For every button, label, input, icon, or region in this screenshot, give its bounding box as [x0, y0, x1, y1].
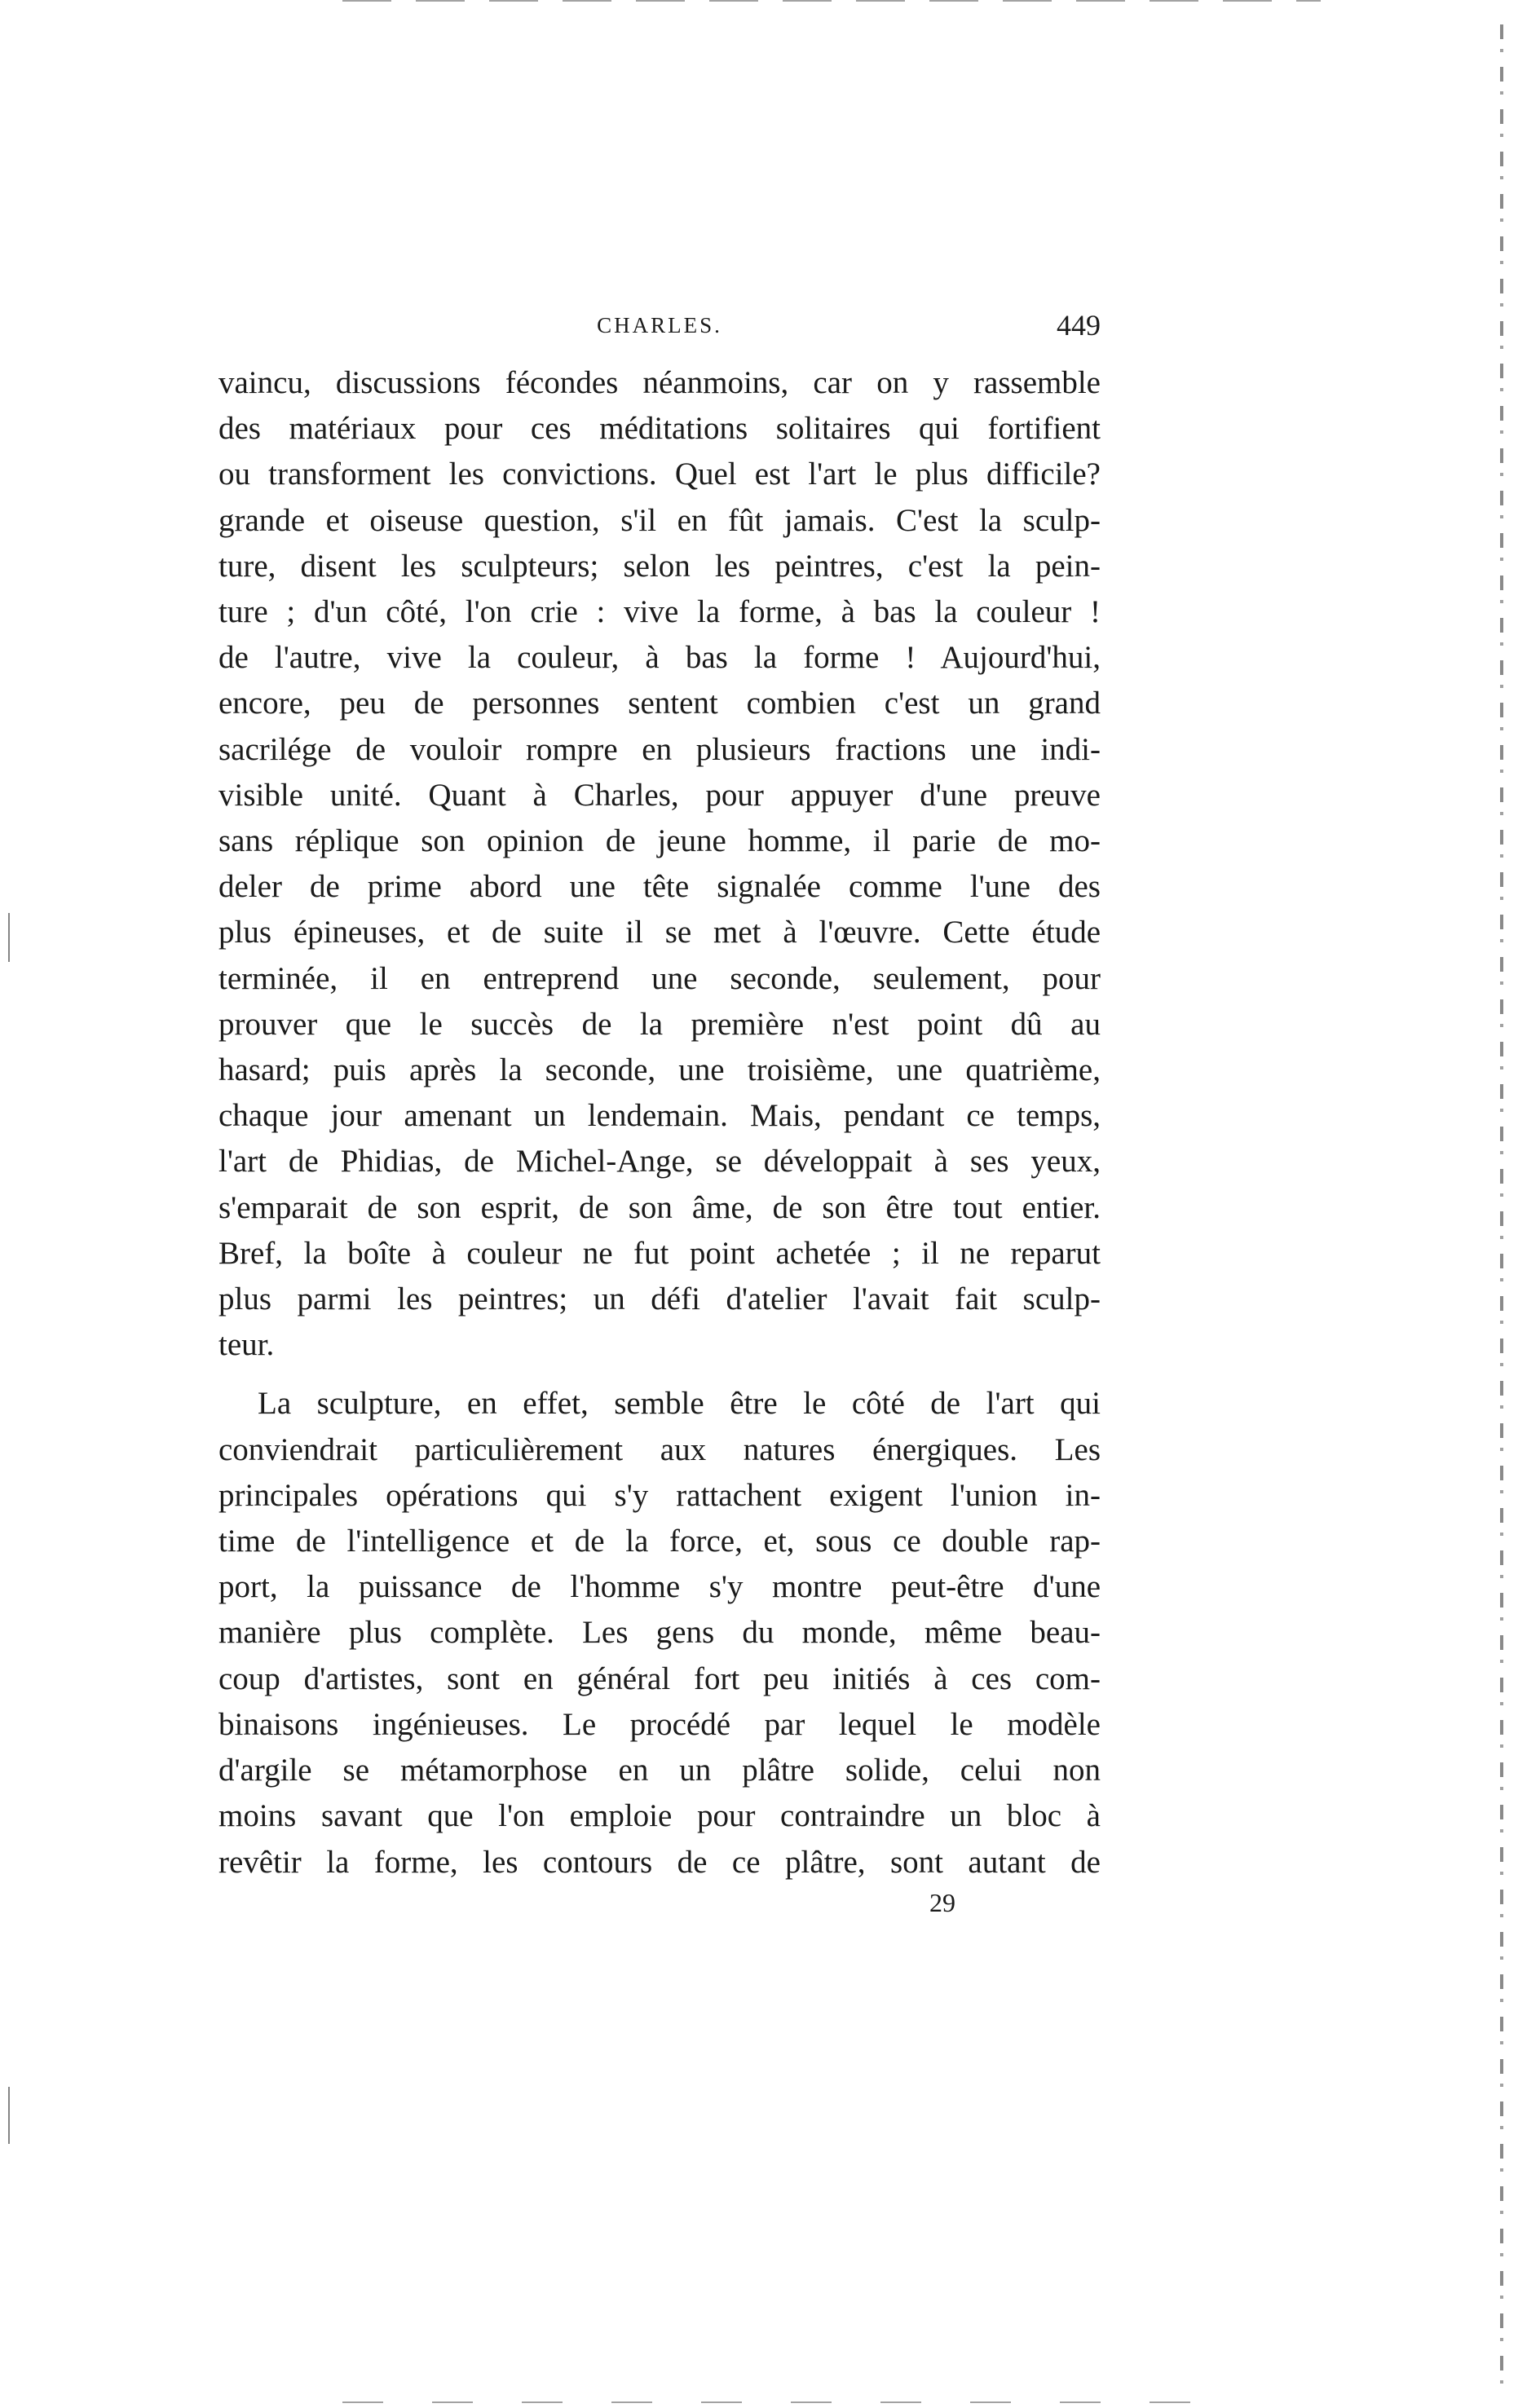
text-line: ture ; d'un côté, l'on crie : vive la forme, à bas la couleur !: [218, 594, 1101, 630]
text-line: Bref, la boîte à couleur ne fut point achetée ; il ne reparut: [218, 1235, 1101, 1271]
text-line: de l'autre, vive la couleur, à bas la forme ! Aujourd'hui,: [218, 640, 1101, 676]
text-line: deler de prime abord une tête signalée comme l'une des: [218, 869, 1101, 905]
text-line: moins savant que l'on emploie pour contraindre un bloc à: [218, 1798, 1101, 1834]
paragraph-gap: [218, 1368, 1101, 1381]
text-line: coup d'artistes, sont en général fort peu initiés à ces com-: [218, 1660, 1101, 1696]
scan-edge-right: [1500, 24, 1503, 2388]
text-line: conviendrait particulièrement aux natures énergiques. Les: [218, 1431, 1101, 1467]
text-line: ou transforment les convictions. Quel est l'art le plus difficile?: [218, 456, 1101, 492]
scan-edge-bottom: [342, 2401, 1239, 2403]
text-line: time de l'intelligence et de la force, et, sous ce double rap-: [218, 1524, 1101, 1559]
text-line: d'argile se métamorphose en un plâtre solide, celui non: [218, 1753, 1101, 1788]
text-line: hasard; puis après la seconde, une troisième, une quatrième,: [218, 1052, 1101, 1088]
scan-mark-left-2: [8, 2087, 10, 2144]
text-line: binaisons ingénieuses. Le procédé par lequel le modèle: [218, 1706, 1101, 1742]
page-number: 449: [1057, 309, 1101, 342]
running-title: CHARLES.: [597, 313, 722, 337]
text-line: terminée, il en entreprend une seconde, seulement, pour: [218, 960, 1101, 996]
text-line: ture, disent les sculpteurs; selon les peintres, c'est la pein-: [218, 548, 1101, 584]
text-line: port, la puissance de l'homme s'y montre peut-être d'une: [218, 1569, 1101, 1605]
text-line: sans réplique son opinion de jeune homme, il parie de mo-: [218, 823, 1101, 859]
text-line: chaque jour amenant un lendemain. Mais, pendant ce temps,: [218, 1098, 1101, 1134]
scan-mark-left-1: [8, 913, 10, 962]
text-line: revêtir la forme, les contours de ce plâtre, sont autant de: [218, 1844, 1101, 1880]
signature-mark: 29: [929, 1888, 955, 1917]
text-line: grande et oiseuse question, s'il en fût jamais. C'est la sculp-: [218, 502, 1101, 538]
text-line: sacrilége de vouloir rompre en plusieurs fractions une indi-: [218, 731, 1101, 767]
text-line: des matériaux pour ces méditations solitaires qui fortifient: [218, 411, 1101, 447]
page-header: [218, 308, 1101, 349]
text-line: La sculpture, en effet, semble être le côté de l'art qui: [258, 1386, 1101, 1422]
body-text: [218, 360, 1101, 1885]
paragraph-1: [218, 360, 1101, 1368]
text-line: vaincu, discussions fécondes néanmoins, car on y rassemble: [218, 365, 1101, 400]
text-line: plus épineuses, et de suite il se met à l'œuvre. Cette étude: [218, 915, 1101, 950]
text-line: prouver que le succès de la première n'est point dû au: [218, 1006, 1101, 1042]
text-line: encore, peu de personnes sentent combien c'est un grand: [218, 686, 1101, 721]
text-line: teur.: [218, 1327, 275, 1363]
text-line: plus parmi les peintres; un défi d'atelier l'avait fait sculp-: [218, 1281, 1101, 1317]
scan-edge-top: [342, 0, 1321, 2]
text-line: manière plus complète. Les gens du monde, même beau-: [218, 1615, 1101, 1651]
text-line: l'art de Phidias, de Michel-Ange, se développait à ses yeux,: [218, 1144, 1101, 1180]
text-line: visible unité. Quant à Charles, pour appuyer d'une preuve: [218, 777, 1101, 813]
text-line: s'emparait de son esprit, de son âme, de son être tout entier.: [218, 1189, 1101, 1225]
paragraph-2: [218, 1381, 1101, 1885]
text-line: principales opérations qui s'y rattachent exigent l'union in-: [218, 1477, 1101, 1513]
